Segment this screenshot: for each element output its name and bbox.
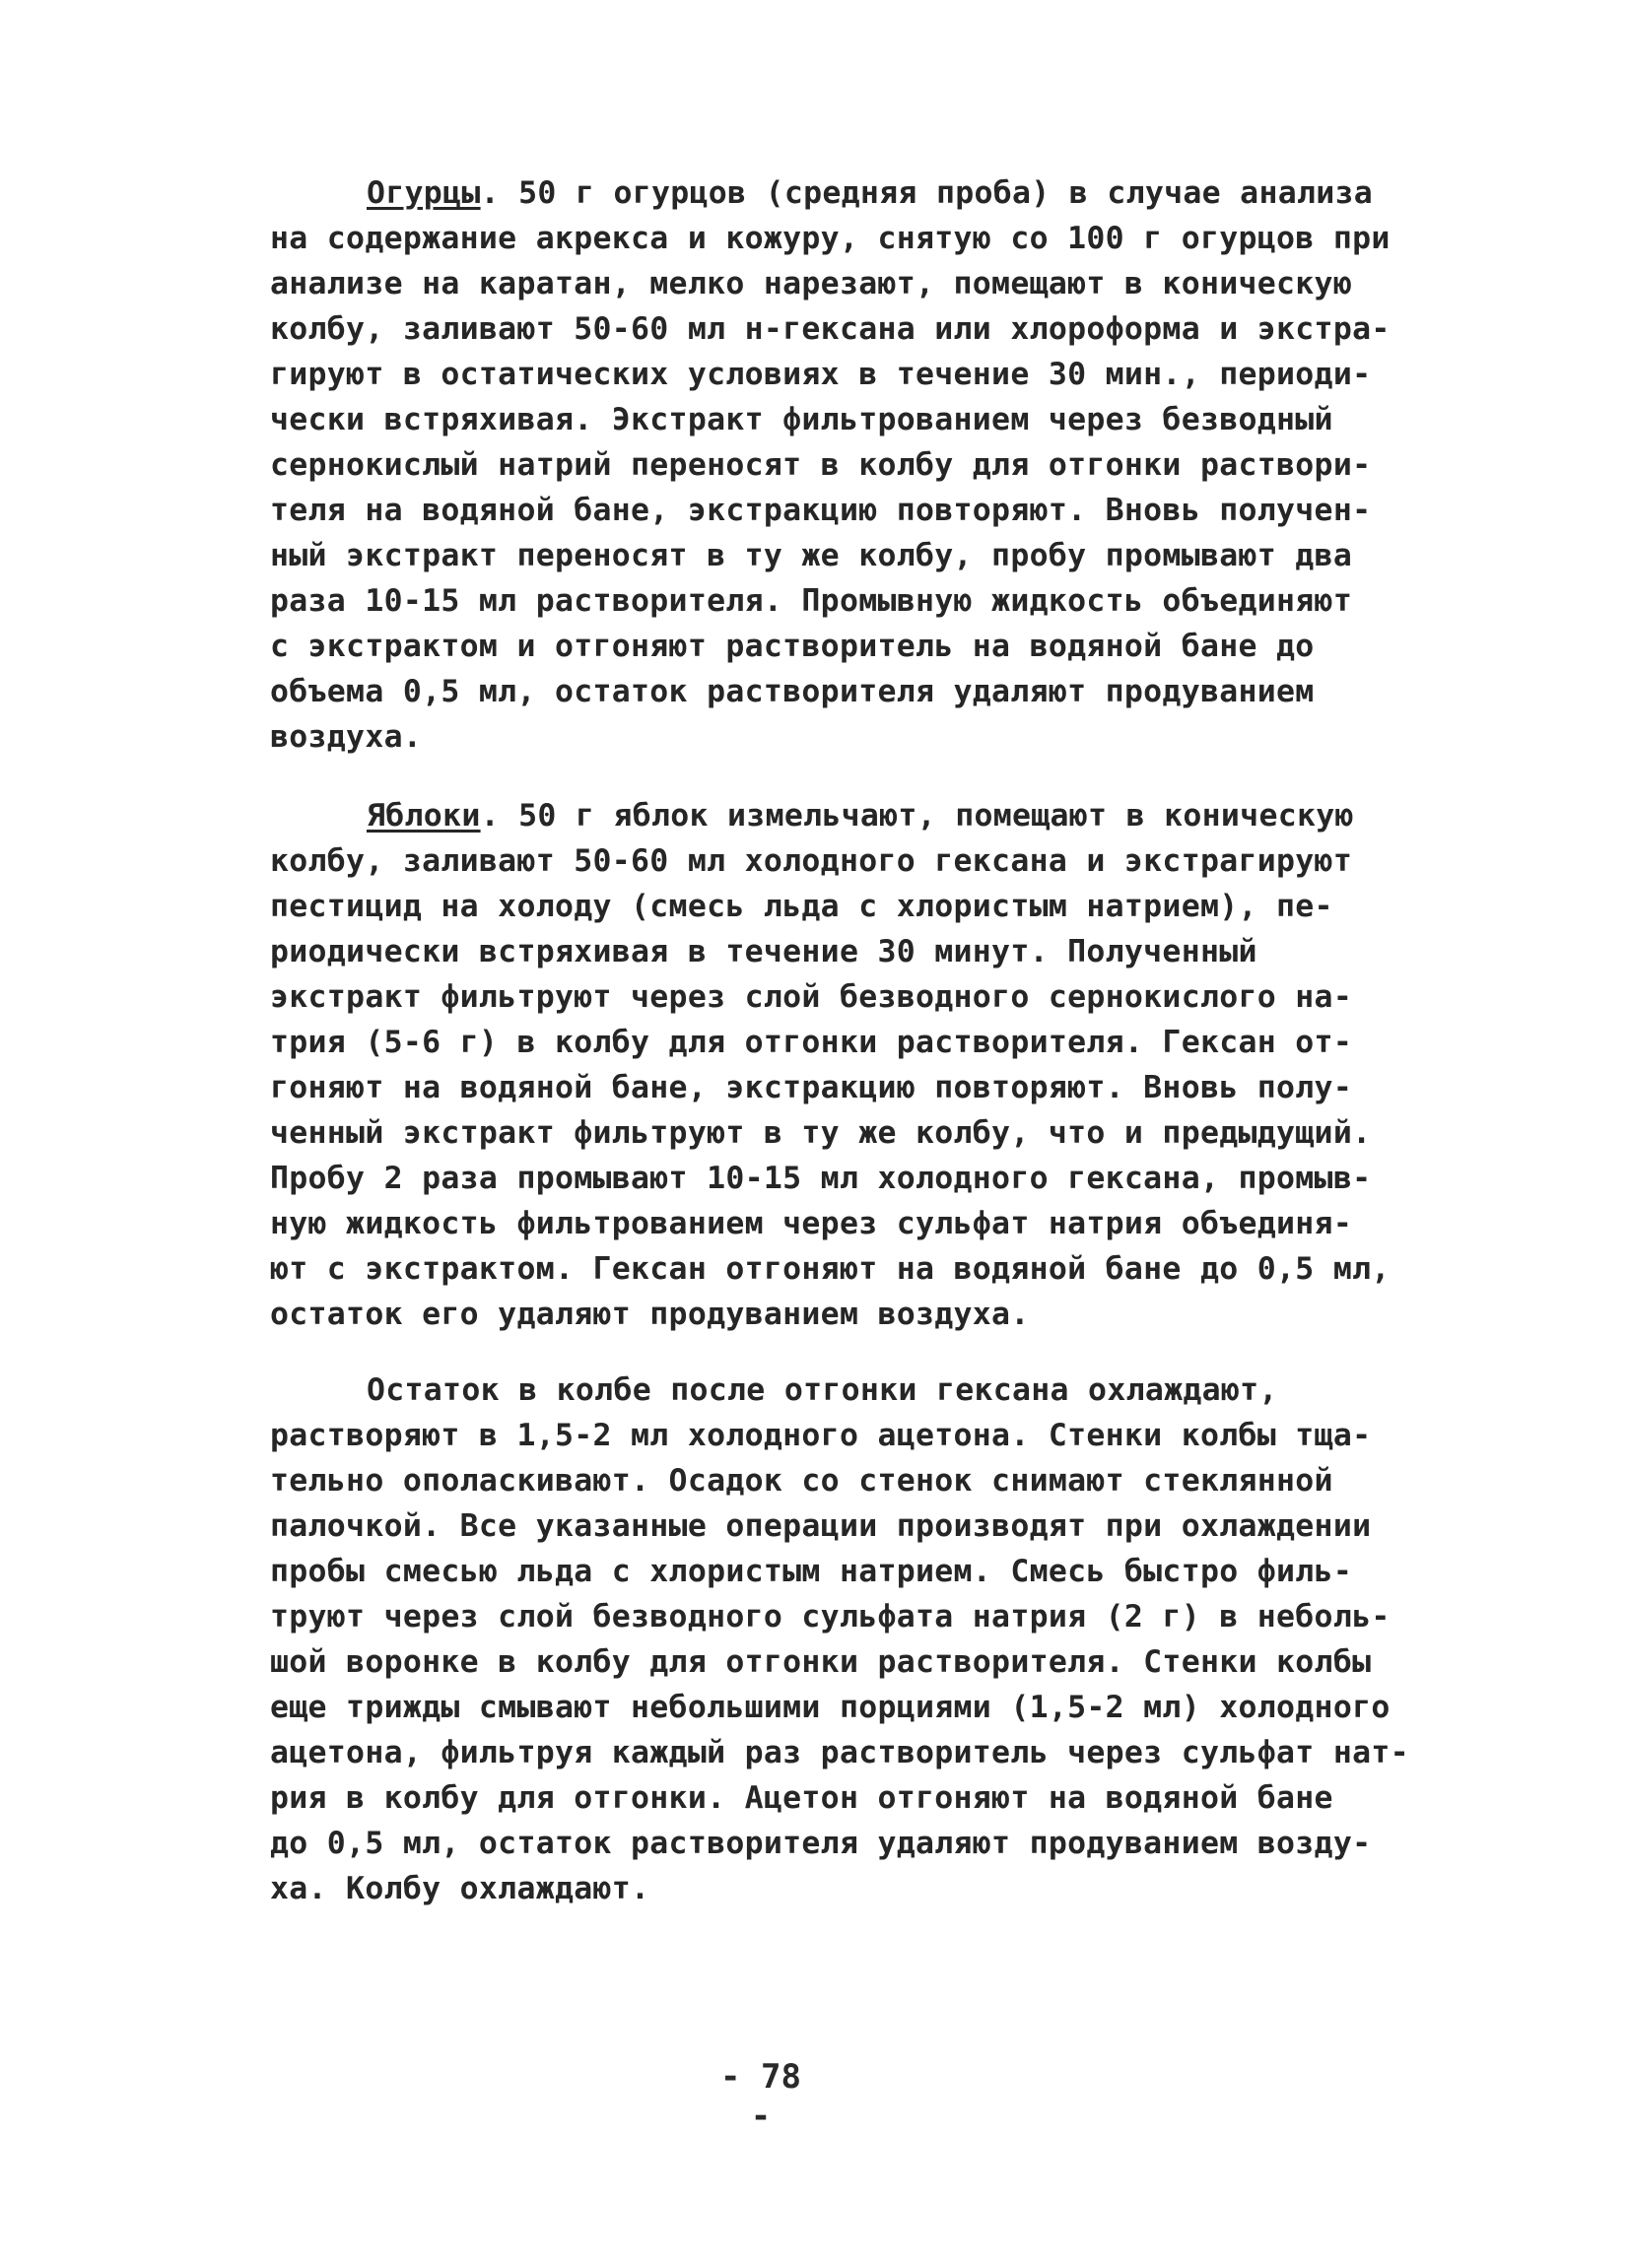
text-line: шой воронке в колбу для отгонки растворителя. Стенки колбы xyxy=(270,1644,1372,1680)
page-number: - 78 - xyxy=(720,2057,801,2136)
text-line xyxy=(367,170,1373,216)
text-line: объема 0,5 мл, остаток растворителя удаляют продуванием xyxy=(270,674,1315,709)
text-line: на содержание акрекса и кожуру, снятую со 100 г огурцов при xyxy=(270,221,1391,256)
text-line: ный экстракт переносят в ту же колбу, пробу промывают два xyxy=(270,538,1353,573)
text-line: с экстрактом и отгоняют растворитель на водяной бане до xyxy=(270,629,1315,664)
text-line: до 0,5 мл, остаток растворителя удаляют продуванием возду- xyxy=(270,1826,1372,1861)
text-line: рия в колбу для отгонки. Ацетон отгоняют на водяной бане xyxy=(270,1780,1333,1816)
heading-cucumbers: Огурцы xyxy=(367,175,481,211)
text-line: воздуха. xyxy=(270,719,423,755)
text-line: колбу, заливают 50-60 мл н-гексана или хлороформа и экстра- xyxy=(270,311,1391,347)
text-line: ют с экстрактом. Гексан отгоняют на водяной бане до 0,5 мл, xyxy=(270,1251,1391,1287)
text-line: Пробу 2 раза промывают 10-15 мл холодного гексана, промыв- xyxy=(270,1161,1372,1196)
text-line: раза 10-15 мл растворителя. Промывную жидкость объединяют xyxy=(270,583,1353,619)
text-line: гоняют на водяной бане, экстракцию повторяют. Вновь полу- xyxy=(270,1070,1353,1105)
text-line xyxy=(367,793,1354,838)
text-line: ха. Колбу охлаждают. xyxy=(270,1871,650,1906)
text-line: трия (5-6 г) в колбу для отгонки растворителя. Гексан от- xyxy=(270,1025,1353,1060)
text-line: остаток его удаляют продуванием воздуха. xyxy=(270,1297,1030,1332)
text-line: Остаток в колбе после отгонки гексана охлаждают, xyxy=(367,1372,1278,1408)
text-line: экстракт фильтруют через слой безводного сернокислого на- xyxy=(270,979,1353,1015)
text-line-rest: . 50 г огурцов (средняя проба) в случае анализа xyxy=(480,175,1374,211)
text-line: анализе на каратан, мелко нарезают, помещают в коническую xyxy=(270,266,1353,301)
text-line: колбу, заливают 50-60 мл холодного гексана и экстрагируют xyxy=(270,843,1353,879)
text-line-rest: . 50 г яблок измельчают, помещают в коническую xyxy=(480,798,1354,834)
text-line: растворяют в 1,5-2 мл холодного ацетона. Стенки колбы тща- xyxy=(270,1418,1372,1453)
text-line: теля на водяной бане, экстракцию повторяют. Вновь получен- xyxy=(270,493,1372,528)
text-line: гируют в остатических условиях в течение 30 мин., периоди- xyxy=(270,357,1372,392)
text-line: чески встряхивая. Экстракт фильтрованием через безводный xyxy=(270,402,1333,437)
text-line: пробы смесью льда с хлористым натрием. Смесь быстро филь- xyxy=(270,1554,1353,1589)
text-line: ную жидкость фильтрованием через сульфат натрия объединя- xyxy=(270,1206,1353,1241)
text-line: ченный экстракт фильтруют в ту же колбу, что и предыдущий. xyxy=(270,1115,1372,1151)
text-line: пестицид на холоду (смесь льда с хлористым натрием), пе- xyxy=(270,889,1333,924)
text-line: тельно ополаскивают. Осадок со стенок снимают стеклянной xyxy=(270,1463,1333,1499)
text-line: сернокислый натрий переносят в колбу для отгонки раствори- xyxy=(270,447,1372,483)
text-line: ацетона, фильтруя каждый раз растворитель через сульфат нат- xyxy=(270,1735,1409,1770)
text-line: труют через слой безводного сульфата натрия (2 г) в неболь- xyxy=(270,1599,1391,1634)
heading-apples: Яблоки xyxy=(367,798,481,834)
text-line: риодически встряхивая в течение 30 минут. Полученный xyxy=(270,934,1257,969)
text-line: палочкой. Все указанные операции производят при охлаждении xyxy=(270,1508,1372,1544)
text-line: еще трижды смывают небольшими порциями (1,5-2 мл) холодного xyxy=(270,1690,1391,1725)
